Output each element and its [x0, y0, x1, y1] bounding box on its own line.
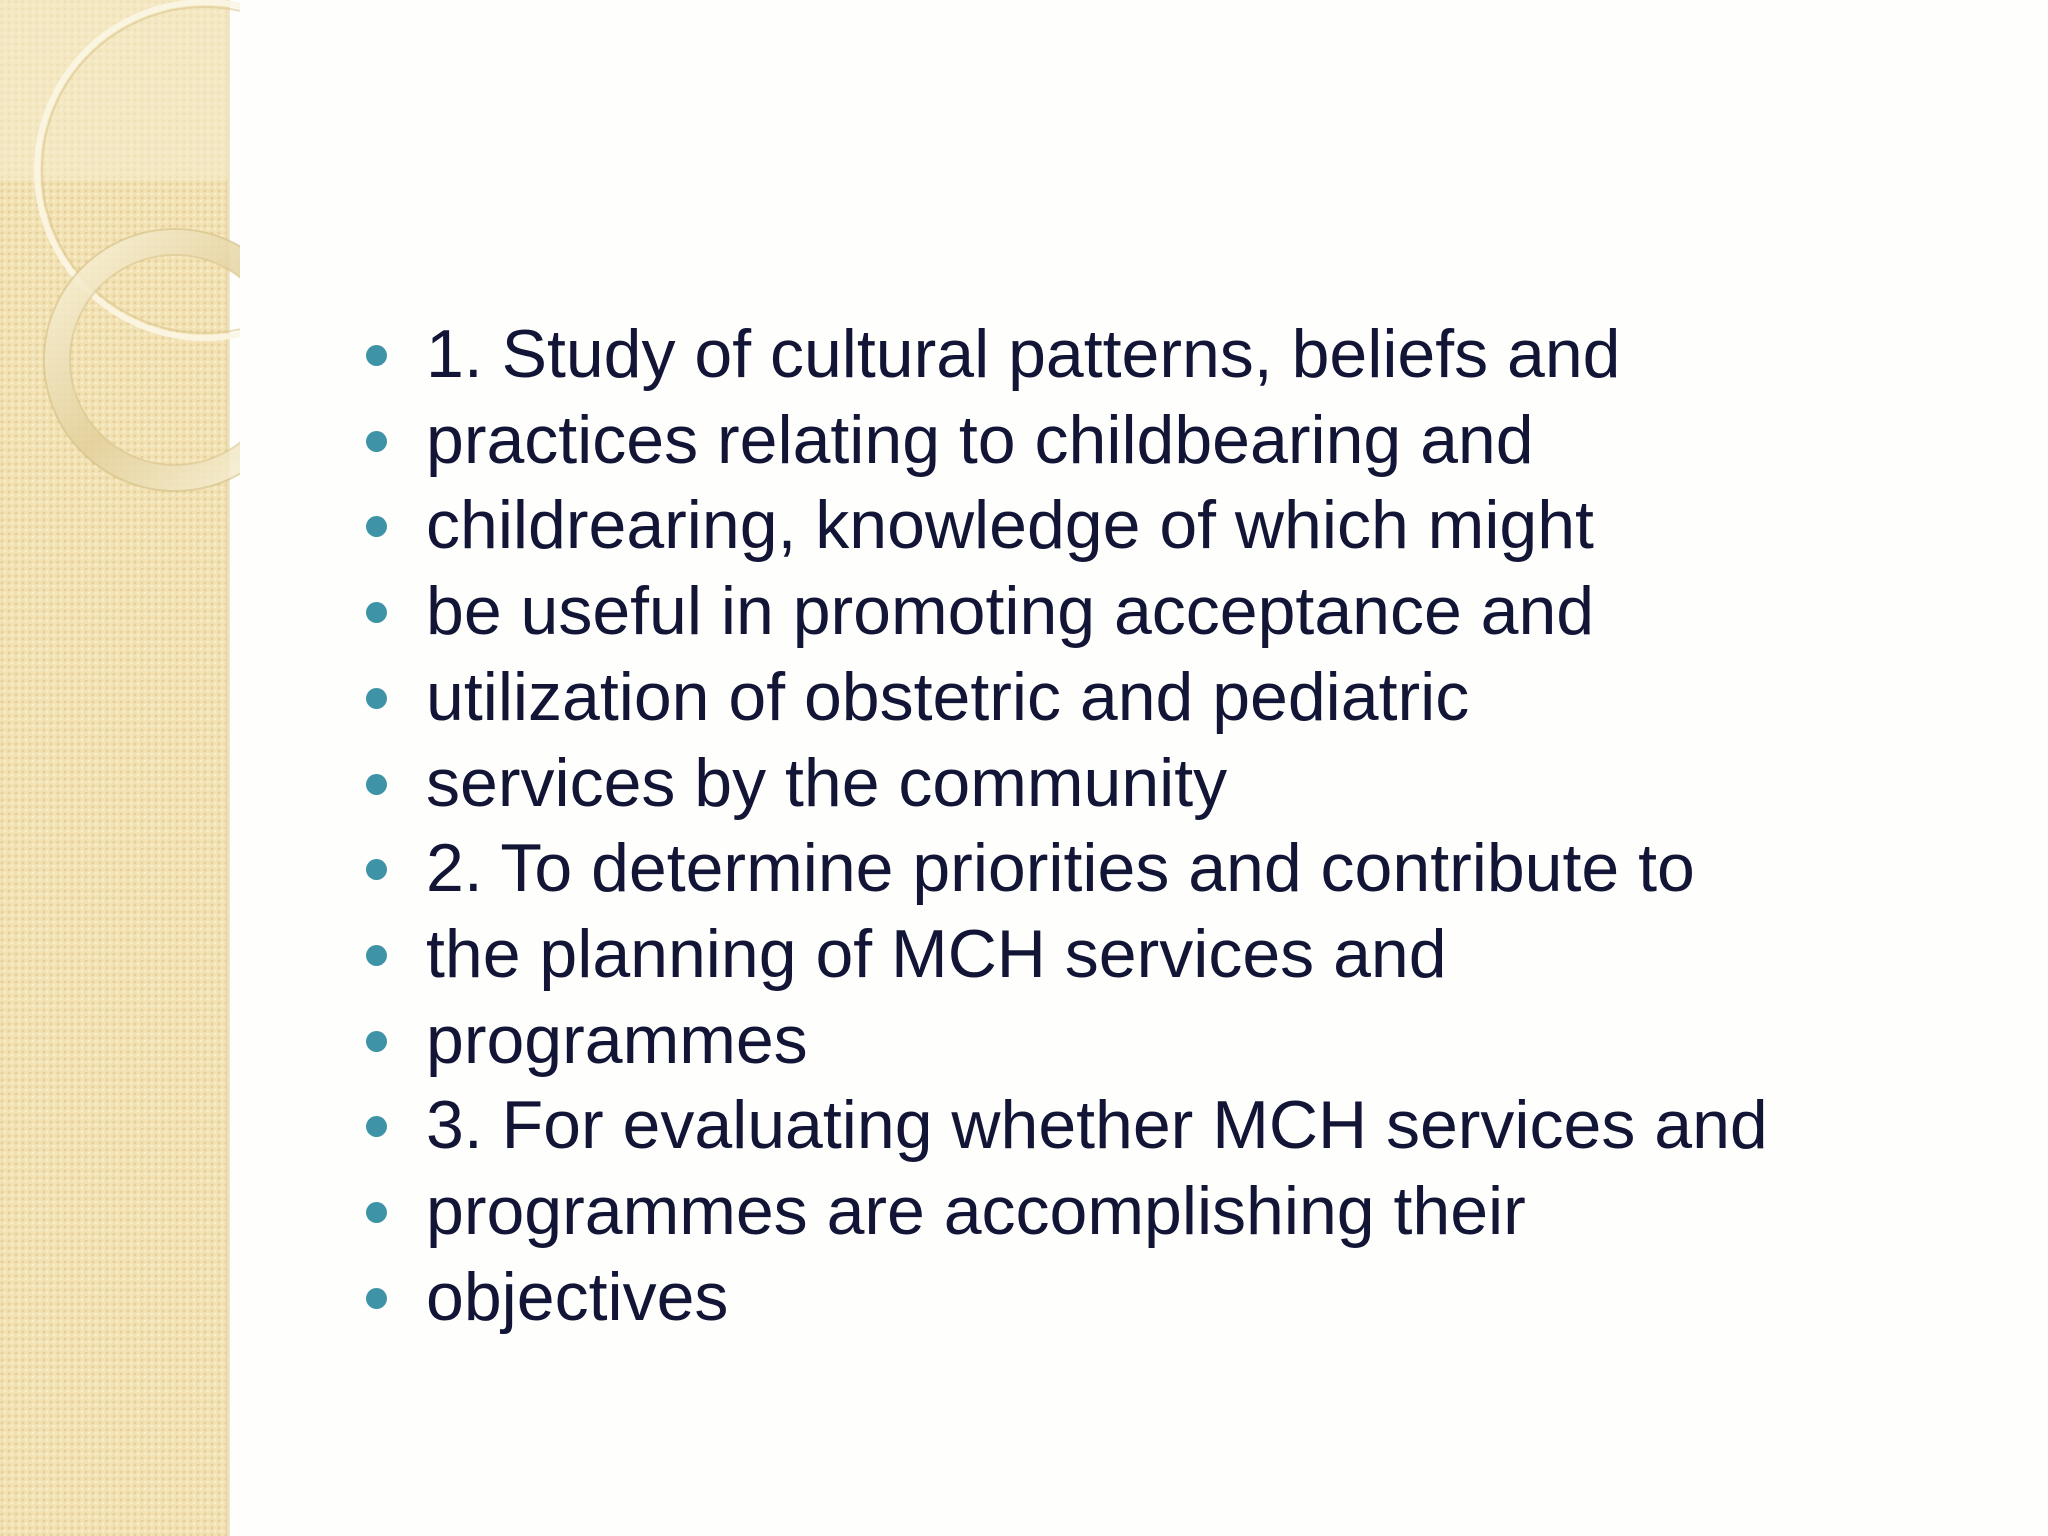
- bullet-dot-icon: [366, 945, 387, 966]
- bullet-text: 2. To determine priorities and contribute to: [426, 830, 1695, 907]
- bullet-dot-icon: [366, 859, 387, 880]
- slide-content: [350, 312, 1950, 1340]
- bullet-text: practices relating to childbearing and: [426, 401, 1534, 478]
- bullet-text: childrearing, knowledge of which might: [426, 487, 1594, 564]
- bullet-item: [350, 1083, 1950, 1169]
- bullet-text: programmes are accomplishing their: [426, 1173, 1526, 1250]
- bullet-item: [350, 655, 1950, 741]
- bullet-item: [350, 569, 1950, 655]
- bullet-dot-icon: [366, 1116, 387, 1137]
- bullet-item: [350, 398, 1950, 484]
- bullet-item: [350, 1255, 1950, 1341]
- bullet-dot-icon: [366, 602, 387, 623]
- bullet-item: [350, 826, 1950, 912]
- bullet-text: services by the community: [426, 744, 1228, 821]
- bullet-text: 3. For evaluating whether MCH services and: [426, 1087, 1768, 1164]
- decorative-rings-graphic: [0, 0, 240, 520]
- bullet-text: 1. Study of cultural patterns, beliefs and: [426, 316, 1621, 392]
- bullet-dot-icon: [366, 345, 387, 366]
- bullet-text: the planning of MCH services and: [426, 915, 1447, 992]
- bullet-item: [350, 483, 1950, 569]
- bullet-item: [350, 998, 1950, 1084]
- bullet-item: [350, 912, 1950, 998]
- bullet-dot-icon: [366, 1288, 387, 1309]
- bullet-text: programmes: [426, 1001, 808, 1078]
- bullet-text: be useful in promoting acceptance and: [426, 573, 1595, 650]
- bullet-text: utilization of obstetric and pediatric: [426, 658, 1470, 735]
- bullet-list: [350, 312, 1950, 1340]
- bullet-item: [350, 312, 1950, 398]
- bullet-dot-icon: [366, 774, 387, 795]
- bullet-item: [350, 1169, 1950, 1255]
- bullet-dot-icon: [366, 516, 387, 537]
- bullet-dot-icon: [366, 431, 387, 452]
- bullet-item: [350, 741, 1950, 827]
- bullet-dot-icon: [366, 1202, 387, 1223]
- bullet-dot-icon: [366, 1031, 387, 1052]
- bullet-text: objectives: [426, 1258, 729, 1335]
- bullet-dot-icon: [366, 688, 387, 709]
